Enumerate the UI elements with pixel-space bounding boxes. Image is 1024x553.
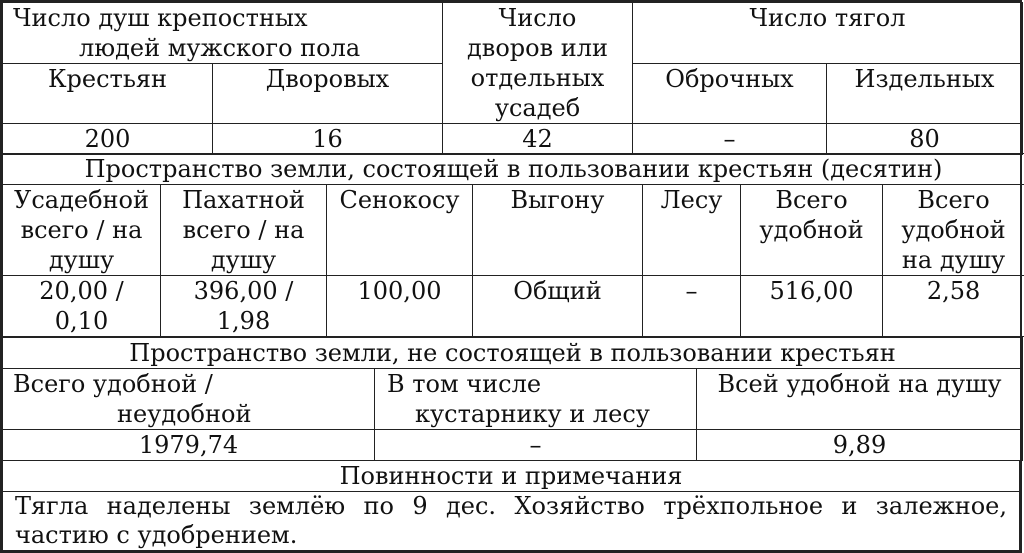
section-population: [0, 0, 1022, 155]
val-household: 16: [213, 124, 443, 155]
header-serfs: Число душ крепостных людей мужского пола: [3, 3, 443, 64]
val-usable-per-soul: 9,89: [697, 430, 1023, 461]
val-total-per-soul: 2,58: [883, 276, 1024, 337]
val-usable-unusable: 1979,74: [3, 430, 375, 461]
duties-title: Повинности и примечания: [3, 461, 1020, 492]
col-izdel: Издельных: [827, 64, 1023, 124]
header-tyagla: Число тягол: [633, 3, 1023, 64]
col-household: Дворовых: [213, 64, 443, 124]
col-usable-per-soul: Всей удобной на душу: [697, 369, 1023, 430]
col-total-usable: Всего удобной: [741, 185, 883, 276]
section-duties: [0, 460, 1022, 553]
land-used-title: Пространство земли, состоящей в пользовании крестьян (десятин): [3, 154, 1024, 185]
col-pasture: Выгону: [473, 185, 643, 276]
section-land-used: [0, 153, 1022, 337]
col-usable-unusable: Всего удобной / неудобной: [3, 369, 375, 430]
val-forest: –: [643, 276, 741, 337]
col-arable: Пахатной всего / на душу: [161, 185, 327, 276]
col-hay: Сенокосу: [327, 185, 473, 276]
col-total-per-soul: Всего удобной на душу: [883, 185, 1024, 276]
header-yards: Число дворов или отдельных усадеб: [443, 3, 633, 124]
val-obrok: –: [633, 124, 827, 155]
col-including-forest: В том числе кустарнику и лесу: [375, 369, 697, 430]
col-forest: Лесу: [643, 185, 741, 276]
val-including-forest: –: [375, 430, 697, 461]
land-not-used-title: Пространство земли, не состоящей в пользовании крестьян: [3, 338, 1023, 369]
val-pasture: Общий: [473, 276, 643, 337]
duties-note: Тягла наделены землёю по 9 дес. Хозяйство трёхпольное и залежное, частию с удобрением.: [3, 492, 1020, 551]
val-izdel: 80: [827, 124, 1023, 155]
val-arable: 396,00 / 1,98: [161, 276, 327, 337]
val-yards: 42: [443, 124, 633, 155]
val-hay: 100,00: [327, 276, 473, 337]
col-peasants: Крестьян: [3, 64, 213, 124]
section-land-not-used: [0, 337, 1022, 461]
val-homestead: 20,00 / 0,10: [3, 276, 161, 337]
val-peasants: 200: [3, 124, 213, 155]
col-homestead: Усадебной всего / на душу: [3, 185, 161, 276]
col-obrok: Оброчных: [633, 64, 827, 124]
val-total-usable: 516,00: [741, 276, 883, 337]
